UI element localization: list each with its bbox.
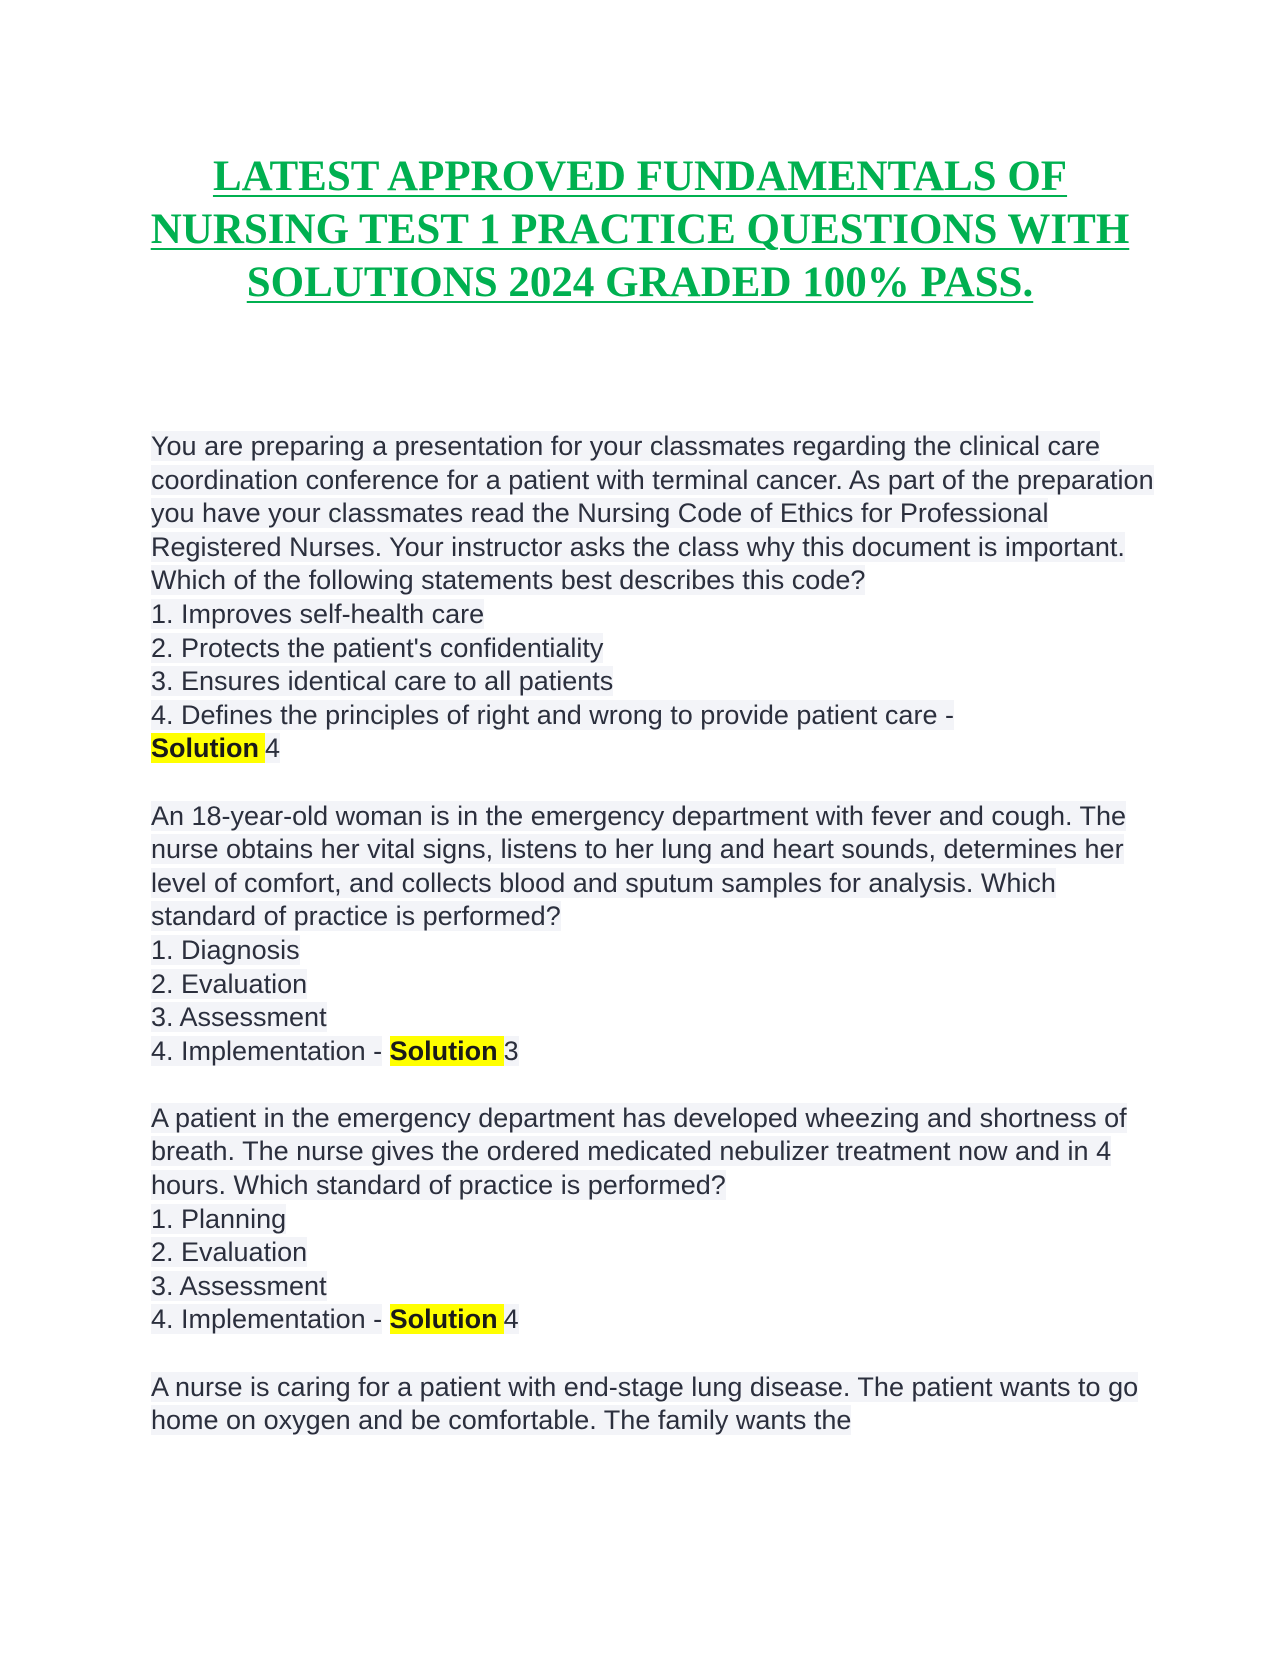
- answer-option-text: 4. Implementation -: [151, 1035, 383, 1066]
- answer-option-with-solution: [151, 699, 1161, 766]
- question-stem-text: You are preparing a presentation for your classmates regarding the clinical care coordination conference for a patient with terminal cancer. As part of the preparation you have your classmates read the Nursing Code of Ethics for Professional Registered Nurses. Your instructor asks the class why this document is important. Which of the following statements best describes this code?: [151, 431, 1154, 596]
- answer-option: [151, 1270, 1161, 1304]
- answer-option-text: 3. Ensures identical care to all patients: [151, 666, 614, 697]
- question-stem: [151, 800, 1161, 934]
- answer-option: [151, 665, 1161, 699]
- answer-option: [151, 934, 1161, 968]
- solution-label: Solution: [390, 1036, 504, 1066]
- answer-option-with-solution: [151, 1303, 1161, 1337]
- document-body: [151, 430, 1161, 1438]
- answer-option-text: 4. Defines the principles of right and wrong to provide patient care -: [151, 699, 954, 730]
- question-1: [151, 430, 1161, 766]
- answer-option: [151, 1236, 1161, 1270]
- question-3: [151, 1102, 1161, 1337]
- answer-option-text: 4. Implementation -: [151, 1304, 383, 1335]
- answer-option-text: 2. Evaluation: [151, 1237, 308, 1268]
- solution-answer: 4: [264, 733, 281, 764]
- question-2: [151, 800, 1161, 1069]
- answer-option-text: 2. Protects the patient's confidentiality: [151, 632, 604, 663]
- answer-option: [151, 598, 1161, 632]
- answer-option: [151, 968, 1161, 1002]
- question-4: [151, 1371, 1161, 1438]
- answer-option-text: 1. Improves self-health care: [151, 598, 485, 629]
- document-title: LATEST APPROVED FUNDAMENTALS OF NURSING TEST 1 PRACTICE QUESTIONS WITH SOLUTIONS 2024 GRADED 100% PASS.: [150, 153, 1130, 306]
- question-stem-text: A nurse is caring for a patient with end-stage lung disease. The patient wants to go home on oxygen and be comfortable. The family wants the: [151, 1371, 1139, 1436]
- answer-option-text: 2. Evaluation: [151, 968, 308, 999]
- answer-option: [151, 1001, 1161, 1035]
- solution-answer: 4: [503, 1304, 519, 1335]
- solution-label: Solution: [390, 1304, 504, 1334]
- solution-label: Solution: [151, 733, 265, 763]
- question-stem: [151, 1371, 1161, 1438]
- answer-option: [151, 632, 1161, 666]
- answer-option: [151, 1203, 1161, 1237]
- question-stem: [151, 430, 1161, 598]
- question-stem-text: A patient in the emergency department has developed wheezing and shortness of breath. The nurse gives the ordered medicated nebulizer treatment now and in 4 hours. Which standard of practice is performed?: [151, 1102, 1127, 1201]
- answer-option-with-solution: [151, 1035, 1161, 1069]
- question-stem: [151, 1102, 1161, 1203]
- answer-option-text: 3. Assessment: [151, 1270, 327, 1301]
- solution-answer: 3: [503, 1035, 519, 1066]
- question-stem-text: An 18-year-old woman is in the emergency department with fever and cough. The nurse obtains her vital signs, listens to her lung and heart sounds, determines her level of comfort, and collects blood and sputum samples for analysis. Which standard of practice is performed?: [151, 800, 1127, 932]
- answer-option-text: 3. Assessment: [151, 1002, 327, 1033]
- answer-option-text: 1. Diagnosis: [151, 934, 300, 965]
- answer-option-text: 1. Planning: [151, 1203, 287, 1234]
